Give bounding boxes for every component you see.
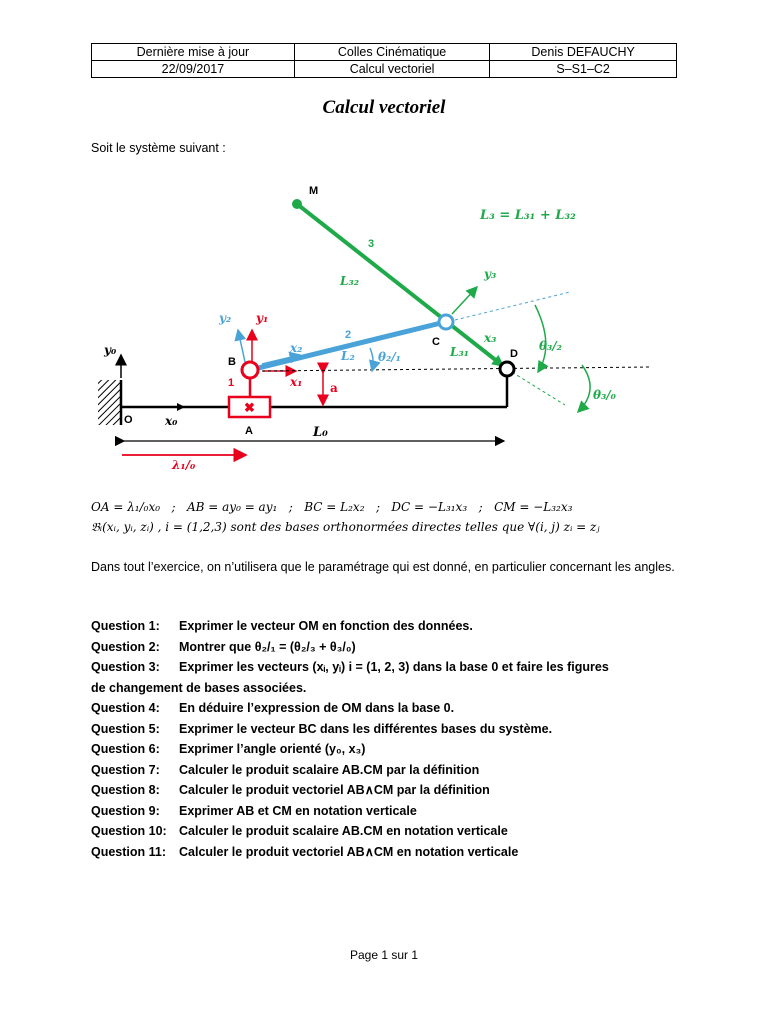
question-number: Question 5: [91, 721, 160, 736]
header-cell: Colles Cinématique [294, 44, 489, 61]
instructions-paragraph: Dans tout l’exercice, on n’utilisera que le paramétrage qui est donné, en particulier concernant les angles. [91, 560, 675, 574]
label-y0: y₀ [104, 343, 117, 357]
question-number: Question 9: [91, 803, 160, 818]
question-text: Montrer que θ₂/₁ = (θ₂/₃ + θ₃/₀) [179, 639, 356, 654]
question-item [91, 801, 681, 822]
question-text: Calculer le produit scalaire AB.CM par la définition [179, 762, 480, 777]
label-C: C [432, 336, 440, 348]
question-item [91, 739, 681, 760]
label-D: D [510, 348, 518, 360]
header-cell: S–S1–C2 [490, 61, 677, 78]
label-lambda: λ₁/₀ [172, 458, 196, 472]
mechanism-figure [0, 170, 768, 480]
header-cell: 22/09/2017 [92, 61, 295, 78]
label-x3: x₃ [484, 331, 497, 345]
question-item [91, 678, 681, 699]
question-text: En déduire l’expression de OM dans la base 0. [179, 701, 455, 715]
question-number: Question 3: [91, 660, 160, 674]
question-text: Exprimer les vecteurs (xᵢ, yᵢ) i = (1, 2, 3) dans la base 0 et faire les figures [179, 660, 609, 674]
definitions-line-2: 𝔅ᵢ(xᵢ, yᵢ, zᵢ) , i = (1,2,3) sont des bases orthonormées directes telles que ∀(i, j) zᵢ = zⱼ [91, 520, 600, 534]
question-number: Question 4: [91, 701, 160, 715]
question-number: Question 8: [91, 783, 160, 797]
label-M: M [309, 185, 319, 197]
question-list [91, 616, 681, 862]
label-L3-equation: L₃ = L₃₁ + L₃₂ [480, 208, 576, 223]
question-text: Exprimer l’angle orienté (y₀, x₃) [179, 742, 366, 756]
question-item [91, 657, 681, 678]
question-number: Question 11: [91, 844, 167, 859]
question-text: Exprimer le vecteur BC dans les différentes bases du système. [179, 721, 553, 736]
point-M [292, 199, 302, 209]
question-item [91, 780, 681, 801]
question-item [91, 821, 681, 842]
question-item [91, 637, 681, 658]
label-A: A [245, 425, 253, 437]
intro-text: Soit le système suivant : [91, 141, 226, 155]
question-item [91, 842, 681, 863]
question-text: de changement de bases associées. [91, 680, 307, 695]
ref-dashed-horizontal [262, 367, 650, 371]
ground-hatch [98, 380, 120, 425]
joint-D [500, 362, 514, 376]
label-L2: L₂ [341, 349, 355, 363]
question-item [91, 760, 681, 781]
header-cell: Calcul vectoriel [294, 61, 489, 78]
theta30-arc [578, 365, 590, 412]
header-cell: Dernière mise à jour [92, 44, 295, 61]
question-text: Calculer le produit vectoriel AB∧CM en notation verticale [179, 844, 519, 859]
question-number: Question 6: [91, 742, 160, 756]
question-text: Exprimer AB et CM en notation verticale [179, 803, 417, 818]
label-L32: L₃₂ [340, 274, 359, 288]
question-number: Question 2: [91, 639, 160, 654]
label-y2: y₂ [219, 311, 232, 325]
label-B: B [228, 356, 236, 368]
slider-cross: ✖ [244, 401, 255, 416]
label-y3: y₃ [484, 267, 497, 281]
label-solid-2: 2 [345, 329, 352, 341]
header-cell: Denis DEFAUCHY [490, 44, 677, 61]
question-item [91, 719, 681, 740]
ref-dashed-x2 [455, 292, 570, 320]
theta21-arc [370, 348, 373, 371]
page-title: Calcul vectoriel [322, 97, 446, 118]
question-item [91, 698, 681, 719]
y2-arrow [238, 330, 245, 362]
label-y1: y₁ [256, 311, 269, 325]
bar-3 [297, 204, 507, 369]
label-L0: L₀ [313, 425, 328, 440]
label-theta30: θ₃/₀ [593, 388, 616, 402]
question-number: Question 1: [91, 619, 160, 633]
label-x2: x₂ [290, 341, 303, 355]
ref-dashed-x3 [507, 369, 565, 405]
page-footer: Page 1 sur 1 [349, 948, 419, 962]
question-number: Question 7: [91, 762, 160, 777]
label-O: O [124, 414, 133, 426]
label-solid-1: 1 [228, 377, 235, 389]
header-table [91, 43, 677, 78]
question-text: Calculer le produit vectoriel AB∧CM par la définition [179, 783, 490, 797]
question-text: Exprimer le vecteur OM en fonction des données. [179, 619, 473, 633]
joint-C [439, 315, 453, 329]
question-item [91, 616, 681, 637]
label-solid-3: 3 [368, 238, 375, 250]
label-a: a [330, 381, 338, 395]
label-x0: x₀ [165, 414, 178, 428]
label-x1: x₁ [290, 375, 303, 389]
definitions-line-1: OA = λ₁/₀x₀ ; AB = ay₀ = ay₁ ; BC = L₂x₂ ; DC = −L₃₁x₃ ; CM = −L₃₂x₃ [91, 500, 573, 514]
y3-arrow [452, 287, 477, 314]
joint-B [242, 362, 258, 378]
question-number: Question 10: [91, 824, 167, 838]
question-text: Calculer le produit scalaire AB.CM en notation verticale [179, 824, 508, 838]
label-theta21: θ₂/₁ [378, 350, 401, 364]
label-theta32: θ₃/₂ [539, 339, 562, 353]
label-L31: L₃₁ [450, 345, 469, 359]
